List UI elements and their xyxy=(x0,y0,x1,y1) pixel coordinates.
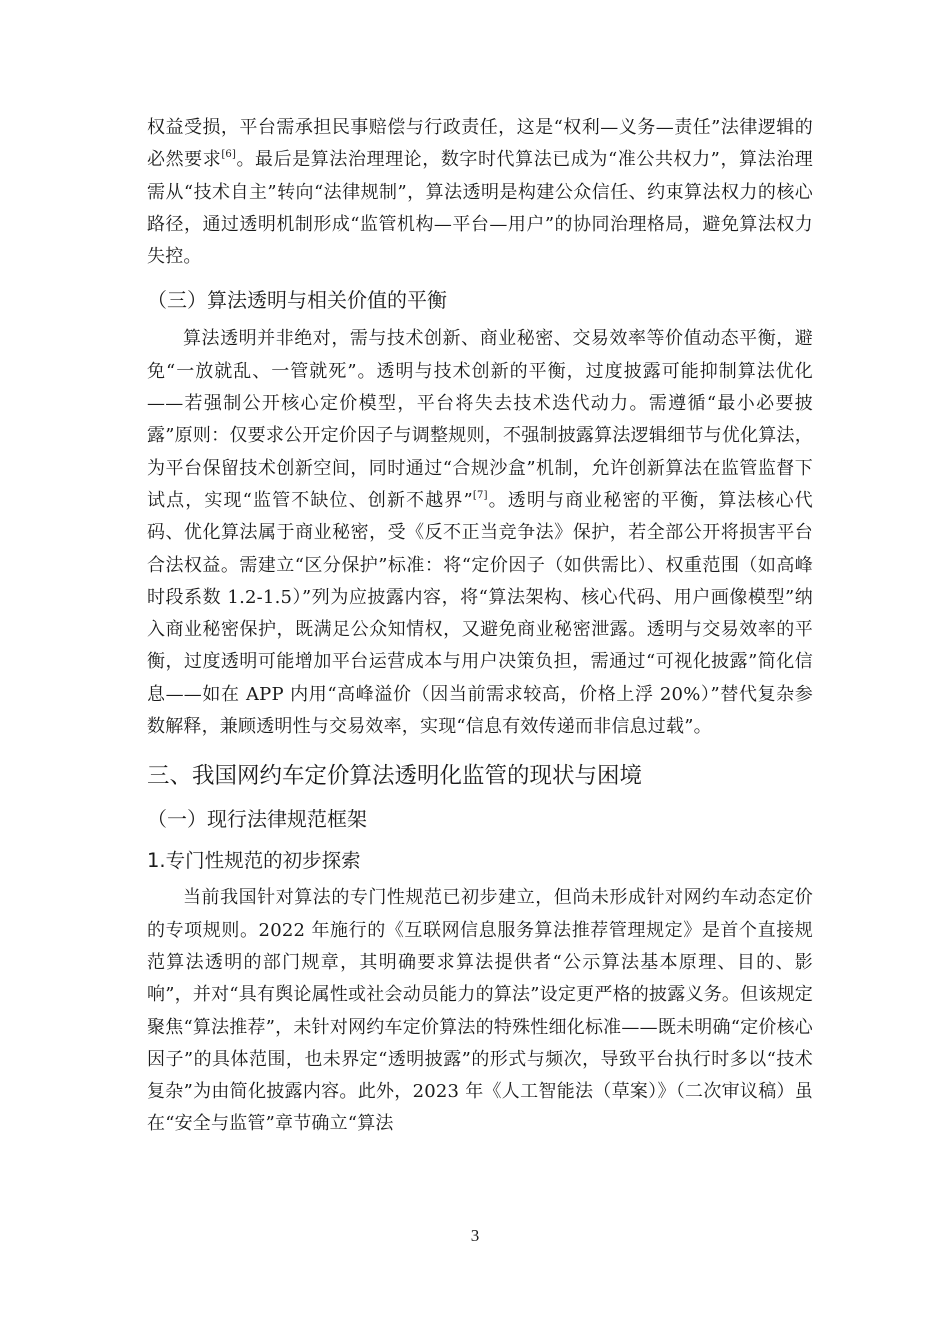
paragraph-text: 。透明与商业秘密的平衡，算法核心代码、优化算法属于商业秘密，受《反不正当竞争法》保护，若全部公开将损害平台合法权益。需建立“区分保护”标准：将“定价因子（如供需比）、权重范围（如高峰时段系数 1.2-1.5）”列为应披露内容，将“算法架构、核心代码、用户画像模型”纳入商业秘密保护，既满足公众知情权，又避免商业秘密泄露。透明与交易效率的平衡，过度透明可能增加平台运营成本与用户决策负担，需通过“可视化披露”简化信息——如在 APP 内用“高峰溢价（因当前需求较高，价格上浮 20%）”替代复杂参数解释，兼顾透明性与交易效率，实现“信息有效传递而非信息过载”。 xyxy=(147,489,813,738)
paragraph-transparency-balance xyxy=(147,323,813,743)
heading-legal-framework: （一）现行法律规范框架 xyxy=(147,807,367,832)
paragraph-specialized-norms: 当前我国针对算法的专门性规范已初步建立，但尚未形成针对网约车动态定价的专项规则。2022 年施行的《互联网信息服务算法推荐管理规定》是首个直接规范算法透明的部门规章，其明确要求算法提供者“公示算法基本原理、目的、影响”，并对“具有舆论属性或社会动员能力的算法”设定更严格的披露义务。但该规定聚焦“算法推荐”，未针对网约车定价算法的特殊性细化标准——既未明确“定价核心因子”的具体范围，也未界定“透明披露”的形式与频次，导致平台执行时多以“技术复杂”为由简化披露内容。此外，2023 年《人工智能法（草案）》（二次审议稿）虽在“安全与监管”章节确立“算法 xyxy=(147,887,813,1135)
heading-specialized-norms: 1.专门性规范的初步探索 xyxy=(147,849,361,873)
heading-balance-values: （三）算法透明与相关价值的平衡 xyxy=(147,288,447,313)
paragraph-text: 。最后是算法治理理论，数字时代算法已成为“准公共权力”，算法治理需从“技术自主”转向“法律规制”，算法透明是构建公众信任、约束算法权力的核心路径，通过透明机制形成“监管机构—平台—用户”的协同治理格局，避免算法权力失控。 xyxy=(147,149,813,268)
paragraph-text: 算法透明并非绝对，需与技术创新、商业秘密、交易效率等价值动态平衡，避免“一放就乱、一管就死”。透明与技术创新的平衡，过度披露可能抑制算法优化——若强制公开核心定价模型，平台将失去技术迭代动力。需遵循“最小必要披露”原则：仅要求公开定价因子与调整规则，不强制披露算法逻辑细节与优化算法，为平台保留技术创新空间，同时通过“合规沙盒”机制，允许创新算法在监管监督下试点，实现“监管不缺位、创新不越界” xyxy=(147,328,813,511)
paragraph-algorithm-governance xyxy=(147,112,813,273)
citation-ref: [7] xyxy=(472,489,488,501)
document-body xyxy=(147,112,813,1141)
page-number: 3 xyxy=(470,1226,480,1245)
paragraph-text: 权益受损，平台需承担民事赔偿与行政责任，这是“权利—义务—责任”法律逻辑的必然要求 xyxy=(147,117,813,171)
heading-section-three: 三、我国网约车定价算法透明化监管的现状与困境 xyxy=(147,763,643,790)
citation-ref: [6] xyxy=(221,149,237,161)
